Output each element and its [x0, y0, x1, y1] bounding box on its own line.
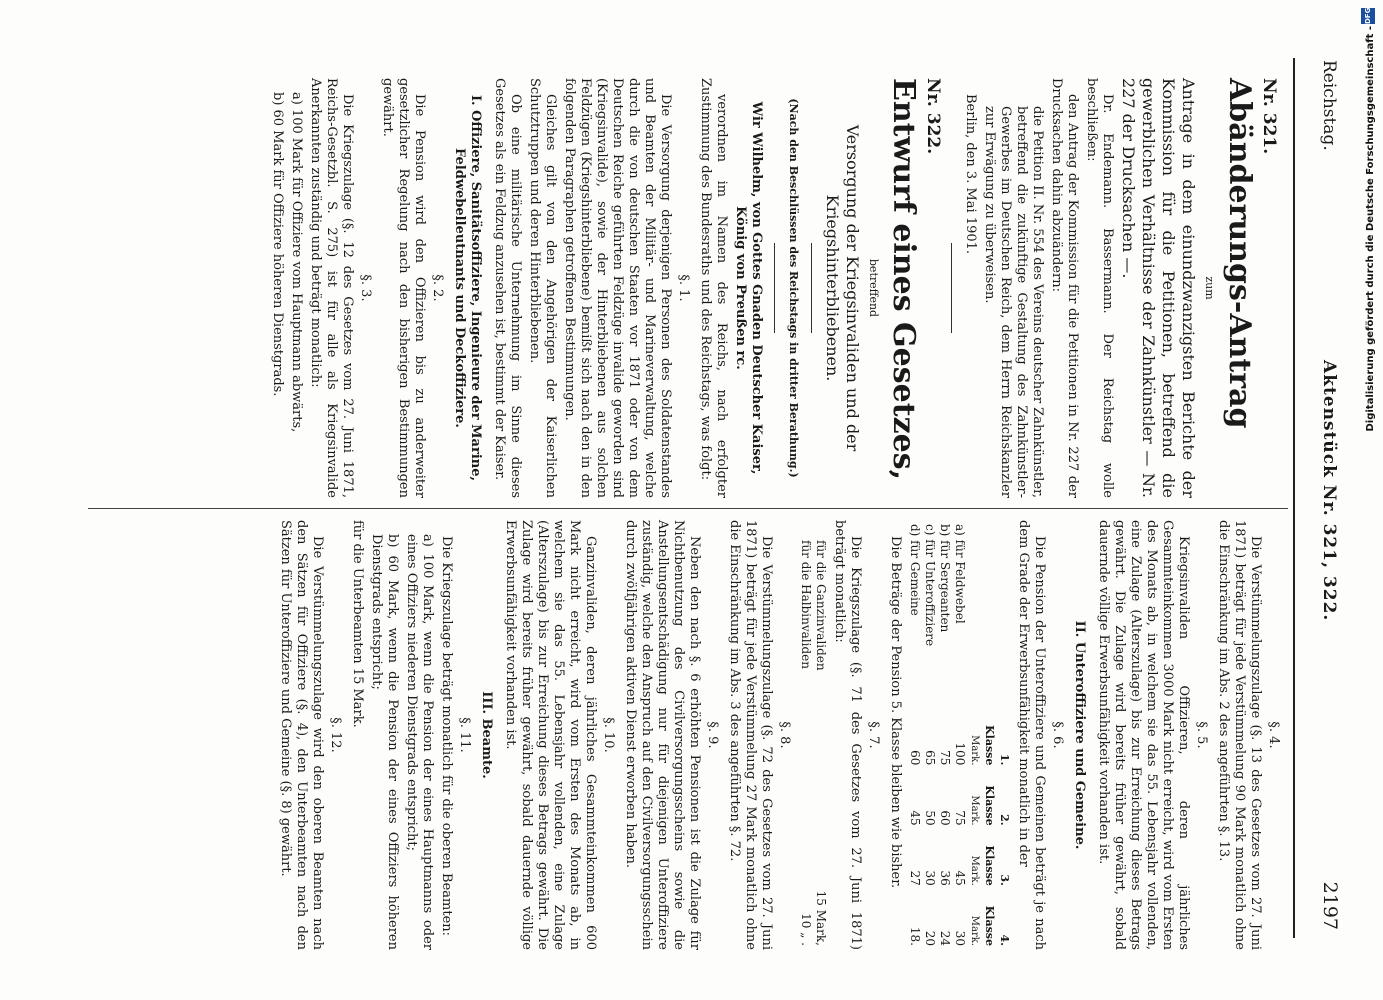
- s9-text: Neben den nach §. 6 erhöhten Pensionen ist die Zulage für Nichtbenutzung des Civilversorgungsscheins sowie die Anstellungsentschädigung nur für diejenigen Unteroffiziere zuständig, welche den Anspruch auf den Civilversorgungsschein durch zwölfjährigen aktiven Dienst erworben haben.: [623, 520, 702, 950]
- table-row: [922, 520, 937, 950]
- nr321-movers: Dr. Endemann. Bassermann. Der Reichstag wolle beschließen:: [1084, 78, 1115, 498]
- table-row: [937, 520, 952, 950]
- s12-text: Die Verstümmelungszulage wird den oberen Beamten nach den Sätzen für Offiziere (§. 4), den Unterbeamten nach den Sätzen für Unteroffiziere und Gemeine (§. 8) gewährt.: [278, 520, 325, 950]
- s3-item-b: b) 60 Mark für Offiziere höheren Dienstgrads.: [270, 92, 285, 397]
- s2-heading: §. 2.: [430, 274, 445, 302]
- running-header: [1315, 0, 1345, 1000]
- s3-item-a: a) 100 Mark für Offiziere vom Hauptmann abwärts,: [289, 92, 304, 433]
- nr322-subtitle: Versorgung der Kriegsinvaliden und der Kriegshinterbliebenen.: [823, 124, 862, 452]
- cell: 75: [938, 750, 952, 766]
- cell: 18.: [908, 926, 922, 946]
- cell: 10 „ .: [799, 913, 813, 946]
- row-label: b) für Sergeanten: [938, 524, 952, 633]
- cell: 45: [908, 810, 922, 826]
- header-title: Aktenstück Nr. 321, 322.: [1319, 360, 1339, 622]
- table-row: [798, 520, 813, 950]
- s5-text: Kriegsinvaliden Offizieren, deren jährliches Gesammteinkommen 3000 Mark nicht erreicht, wird vom Ersten des Monats ab, in welchem sie das 55. Lebensjahr vollenden, eine Zulage (Alterszulage) bis zur Erreichung dieses Betrags gewährt. Die Zulage wird bereits früher gewährt, sobald dauernde völlige Erwerbsunfähigkeit vorhanden ist.: [1096, 520, 1191, 950]
- col-head: 1. Klasse: [983, 725, 1011, 766]
- s6-text: Die Pension der Unteroffiziere und Gemeinen beträgt je nach dem Grade der Erwerbsunfähigkeit monatlich in der: [1016, 520, 1047, 950]
- cell: 75: [953, 810, 967, 826]
- cell: 30: [923, 870, 937, 886]
- pension-table: [907, 520, 1012, 950]
- s11-heading: §. 11.: [457, 717, 472, 753]
- title-rule: [811, 243, 812, 333]
- s7-text: Die Kriegszulage (§. 71 des Gesetzes vom 27. Juni 1871) beträgt monatlich:: [832, 520, 863, 950]
- cell: 50: [923, 810, 937, 826]
- digitization-note: Digitalisierung gefördert durch die Deutsche Forschungsgemeinschaft -: [1365, 26, 1376, 432]
- note-rule: [774, 243, 775, 333]
- s10-text: Ganzinvaliden, deren jährliches Gesammteinkommen 600 Mark nicht erreicht, wird vom Ersten des Monats ab, in welchem sie das 55. Lebensjahr vollenden, eine Zulage (Alterszulage) bis zur Erreichung dieses Betrags gewährt. Die Zulage wird bereits früher gewährt, sobald dauernde völlige Erwerbsunfähigkeit vorhanden ist.: [503, 520, 598, 950]
- unit-label: Mark.: [969, 735, 980, 766]
- s6-after: Die Beträge der Pension 5. Klasse bleiben wie bisher.: [888, 536, 903, 889]
- cell: 20: [923, 930, 937, 946]
- s11-text: Die Kriegszulage beträgt monatlich für die oberen Beamten:: [439, 536, 454, 937]
- cell: 60: [908, 750, 922, 766]
- table-row: [907, 520, 922, 950]
- s5-heading: §. 5.: [1194, 721, 1209, 749]
- nr321-title: Abänderungs-Antrag: [1222, 78, 1257, 429]
- section-2-title: II. Unteroffiziere und Gemeine.: [1072, 620, 1087, 850]
- pension-table-header: [982, 520, 1012, 950]
- unit-label: Mark.: [969, 915, 980, 946]
- s6-heading: §. 6.: [1050, 721, 1065, 749]
- s8-heading: §. 8.: [777, 721, 792, 749]
- s2-text: Die Pension wird den Offizieren bis zu anderweiter gesetzlicher Regelung nach den bisherigen Bestimmungen gewährt.: [380, 78, 427, 498]
- col-head: 4. Klasse: [983, 905, 1011, 946]
- section-1-title: I. Offiziere, Sanitätsoffiziere, Ingenieure der Marine, Feldwebelleutnants und Deckoffiziere.: [452, 94, 483, 482]
- nr321-date: Berlin, den 3. Mai 1901.: [963, 94, 978, 255]
- cell: 45: [953, 870, 967, 886]
- section-separator: [951, 243, 952, 333]
- cell: 24: [938, 930, 952, 946]
- row-label: a) für Feldwebel: [953, 524, 967, 624]
- row-label: für die Halbinvaliden: [799, 540, 813, 669]
- nr322-reading-note: (Nach den Beschlüssen des Reichstags in dritter Berathung.): [787, 98, 800, 478]
- row-label: c) für Unteroffiziere: [923, 524, 937, 647]
- s11-item-a: a) 100 Mark, wenn die Pension der eines Hauptmanns oder eines Offiziers niederen Dienstgrads entspricht;: [404, 534, 435, 950]
- s3-heading: §. 3.: [358, 274, 373, 302]
- s1-text-2: Gleiches gilt von den Angehörigen der Kaiserlichen Schutztruppen und deren Hinterbliebenen.: [527, 78, 558, 498]
- row-label: d) für Gemeine: [908, 524, 922, 616]
- column-divider: [88, 508, 1288, 509]
- s1-text: Die Versorgung derjenigen Personen des Soldatenstandes und Beamten der Militär- und Marineverwaltung, welche durch die von deutschen Staaten vor 1871 oder von dem Deutschen Reiche geführten Feldzüge invalide geworden sind (Kriegsinvalide), sowie der Hinterbliebenen aus solchen Feldzügen (Kriegshinterbliebene) bemißt sich nach den in den folgenden Paragraphen getroffenen Bestimmungen.: [562, 78, 673, 498]
- nr322-number: Nr. 322.: [923, 78, 943, 155]
- nr322-betreffend: betreffend: [867, 258, 880, 318]
- right-column: [274, 520, 1287, 950]
- s1-heading: §. 1.: [676, 274, 691, 302]
- unit-label: Mark.: [969, 795, 980, 826]
- nr322-title: Entwurf eines Gesetzes,: [886, 78, 921, 481]
- dfg-logo: DFG: [1361, 8, 1375, 24]
- digitization-credit: [1356, 8, 1383, 998]
- s11-item-c: für die Unterbeamten 15 Mark.: [350, 520, 365, 728]
- col-head: 3. Klasse: [983, 845, 1011, 886]
- nr321-zum: zum: [1203, 276, 1216, 300]
- s4-heading: §. 4.: [1266, 721, 1281, 749]
- nr321-motion: den Antrag der Kommission für die Petitionen in Nr. 227 der Drucksachen dahin abzuändern:: [1049, 78, 1080, 498]
- col-head: 2. Klasse: [983, 785, 1011, 826]
- page-number: 2197: [1319, 881, 1341, 930]
- s9-heading: §. 9.: [705, 721, 720, 749]
- s7-heading: §. 7.: [866, 721, 881, 749]
- nr322-emperor: Wir Wilhelm, von Gottes Gnaden Deutscher Kaiser, König von Preußen rc.: [733, 101, 764, 475]
- header-rule: [1293, 58, 1295, 938]
- nr321-number: Nr. 321.: [1259, 78, 1279, 155]
- cell: 60: [938, 810, 952, 826]
- s11-item-b: b) 60 Mark, wenn die Pension der eines Offiziers höheren Dienstgrads entspricht;: [369, 534, 400, 950]
- cell: 15 Mark,: [814, 890, 828, 946]
- s10-heading: §. 10.: [601, 717, 616, 753]
- nr321-intro: Antrage in dem einundzwanzigsten Berichte der Kommission für die Petitionen, betreffend die gewerblichen Verhältnisse der Zahnkünstler — Nr. 227 der Drucksachen —.: [1119, 78, 1198, 498]
- unit-label: Mark.: [969, 855, 980, 886]
- s4-text: Die Verstümmelungszulage (§. 13 des Gesetzes vom 27. Juni 1871) beträgt für jede Verstümmelung 90 Mark monatlich ohne die Einschränkung im Abs. 2 des angeführten §. 13.: [1216, 520, 1263, 950]
- nr321-petition: die Petition II. Nr. 554 des Vereins deutscher Zahnkünstler, betreffend die zukünftige Gestaltung des Zahnkünstler-Gewerbes im Deutschen Reich, dem Herrn Reichskanzler zur Erwägung zu überweisen.: [982, 106, 1045, 498]
- cell: 100: [953, 742, 967, 766]
- cell: 36: [938, 870, 952, 886]
- s3-text: Die Kriegszulage (§. 12 des Gesetzes vom 27. Juni 1871, Reichs-Gesetzbl. S. 275) ist für alle als Kriegsinvalide Anerkannten zuständig und beträgt monatlich:: [308, 78, 355, 498]
- war-allowance-table: [798, 520, 828, 950]
- table-row: [813, 520, 828, 950]
- s1-text-3: Ob eine militärische Unternehmung im Sinne dieses Gesetzes als ein Feldzug anzusehen ist, bestimmt der Kaiser.: [492, 78, 523, 498]
- left-column: [266, 78, 1287, 498]
- table-row: [952, 520, 967, 950]
- section-3-title: III. Beamte.: [479, 691, 494, 779]
- cell: 27: [908, 870, 922, 886]
- cell: 65: [923, 750, 937, 766]
- header-left: Reichstag.: [1319, 60, 1339, 151]
- s12-heading: §. 12.: [328, 717, 343, 753]
- s8-text: Die Verstümmelungszulage (§. 72 des Gesetzes vom 27. Juni 1871) beträgt für jede Verstümmelung 27 Mark monatlich ohne die Einschränkung im Abs. 3 des angeführten §. 72.: [727, 520, 774, 950]
- row-label: für die Ganzinvaliden: [814, 540, 828, 671]
- pension-table-units: [967, 520, 982, 950]
- nr322-enactment: verordnen im Namen des Reichs, nach erfolgter Zustimmung des Bundesraths und des Reichstags, was folgt:: [698, 78, 729, 498]
- cell: 30: [953, 930, 967, 946]
